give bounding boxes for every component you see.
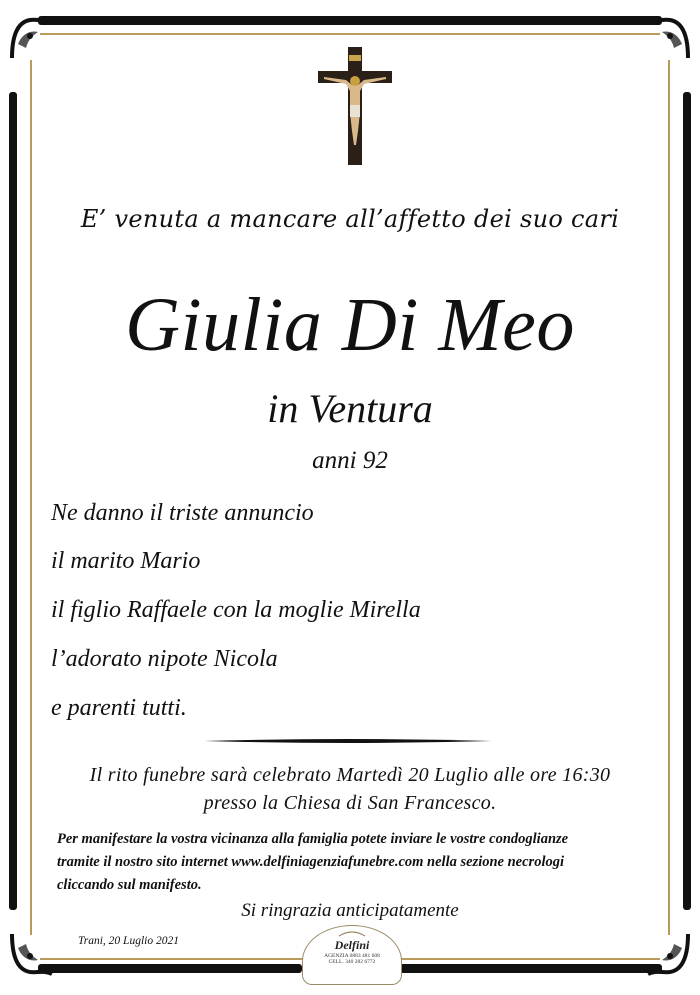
agency-cell: CELL. 340 282 6772 bbox=[328, 959, 376, 965]
agency-name: Delfini bbox=[334, 938, 370, 952]
deceased-age: anni 92 bbox=[312, 447, 388, 474]
mourner-line: il marito Mario bbox=[51, 548, 201, 574]
funeral-line-2: presso la Chiesa di San Francesco. bbox=[203, 792, 497, 814]
frame-bottom-bar-right bbox=[400, 964, 662, 973]
crucifix-icon bbox=[316, 47, 394, 165]
gold-line-top bbox=[40, 33, 660, 35]
frame-bottom-bar bbox=[38, 964, 302, 973]
frame-top-bar bbox=[38, 16, 662, 25]
mourner-line: Ne danno il triste annuncio bbox=[51, 500, 314, 526]
mourner-line: l’adorato nipote Nicola bbox=[51, 646, 278, 672]
corner-ornament-icon bbox=[8, 14, 54, 60]
deceased-name: Giulia Di Meo bbox=[125, 283, 575, 367]
intro-text: E’ venuta a mancare all’affetto dei suo cari bbox=[80, 205, 620, 233]
condolence-line: Per manifestare la vostra vicinanza alla famiglia potete inviare le vostre condoglianze bbox=[57, 831, 569, 847]
mourner-line: e parenti tutti. bbox=[51, 695, 187, 721]
mourner-line: il figlio Raffaele con la moglie Mirella bbox=[51, 597, 421, 623]
corner-ornament-icon bbox=[646, 932, 692, 978]
place-date: Trani, 20 Luglio 2021 bbox=[78, 935, 179, 947]
laurel-icon bbox=[337, 930, 367, 938]
condolence-line: cliccando sul manifesto. bbox=[57, 877, 202, 893]
married-name: in Ventura bbox=[267, 386, 433, 431]
thanks-text: Si ringrazia anticipatamente bbox=[241, 900, 459, 921]
divider-line bbox=[204, 738, 492, 744]
agency-phone: AGENZIA 0883 481 608 bbox=[324, 953, 380, 959]
corner-ornament-icon bbox=[8, 932, 54, 978]
condolence-line: tramite il nostro sito internet www.delfiniagenziafunebre.com nella sezione necrologi bbox=[57, 854, 564, 870]
agency-logo bbox=[302, 925, 402, 985]
corner-ornament-icon bbox=[646, 14, 692, 60]
funeral-line-1: Il rito funebre sarà celebrato Martedì 20 Luglio alle ore 16:30 bbox=[89, 764, 611, 786]
